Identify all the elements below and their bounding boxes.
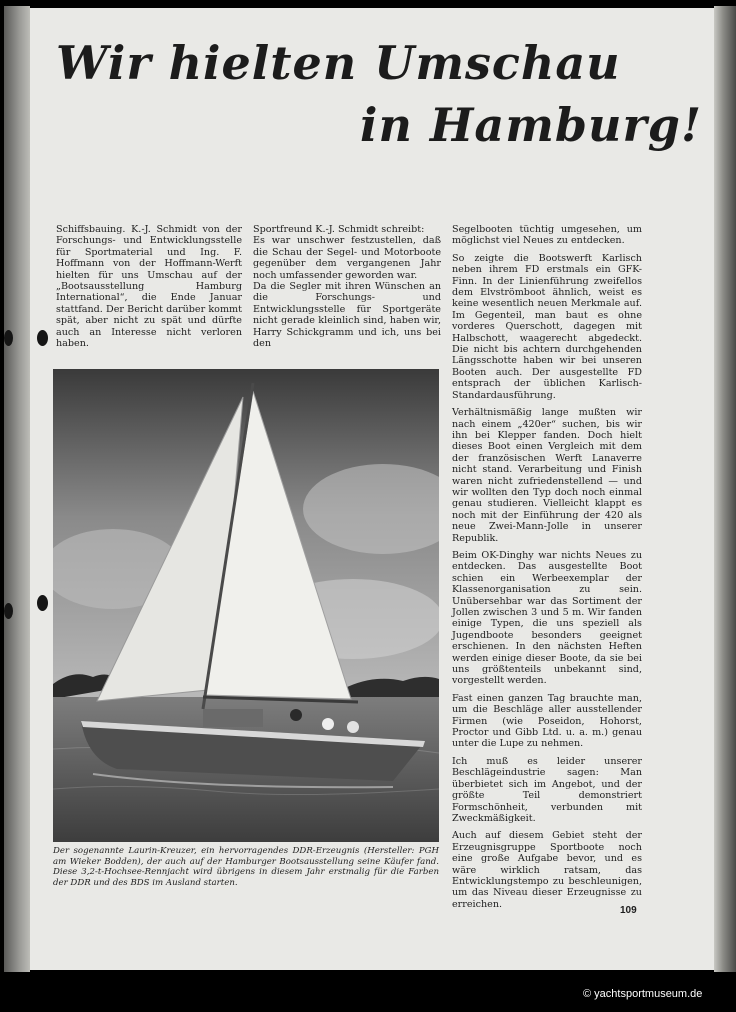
middle-column	[253, 224, 441, 349]
paragraph: Verhältnismäßig lange mußten wir nach einem „420er“ suchen, bis wir ihn bei Klepper fanden. Doch hielt dieses Boot einen Vergleich mit dem der französischen Werft Lanaverre nicht stand. Verarbeitung und Finish waren nicht zufriedenstellend — und wir wollten den Typ doch noch einmal genau studieren. Vielleicht klappt es noch mit der Einführung der 420 als neue Zwei-Mann-Jolle in unserer Republik.	[452, 407, 642, 544]
cabin	[203, 709, 263, 727]
intro-paragraph: Schiffsbauing. K.-J. Schmidt von der Forschungs- und Entwicklungsstelle für Sportmaterial und Ing. F. Hoffmann von der Hoffmann-Werft hielten für uns Umschau auf der „Bootsausstellung Hamburg International“, die Ende Januar stattfand. Der Bericht darüber kommt spät, aber nicht zu spät und dürfte auch an Interesse nicht verloren haben.	[56, 224, 242, 350]
headline-line-2: in Hamburg!	[360, 98, 703, 152]
page-number: 109	[620, 905, 637, 916]
binder-hole	[4, 603, 13, 619]
paragraph: Fast einen ganzen Tag brauchte man, um die Beschläge aller ausstellender Firmen (wie Poseidon, Hohorst, Proctor und Gibb Ltd. u. a. m.) genau unter die Lupe zu nehmen.	[452, 692, 642, 750]
photo-caption: Der sogenannte Laurin-Kreuzer, ein hervorragendes DDR-Erzeugnis (Hersteller: PGH am Wieker Bodden), der auch auf der Hamburger Bootsausstellung seine Käufer fand. Diese 3,2-t-Hochsee-Rennjacht wird übrigens in diesem Jahr erstmalig für die Farben der DDR und des BDS im Ausland starten.	[53, 846, 439, 888]
headline-line-1: Wir hielten Umschau	[56, 36, 621, 90]
crew-figure	[347, 721, 359, 733]
paragraph: Da die Segler mit ihren Wünschen an die Forschungs- und Entwicklungsstelle für Sportgeräte nicht gerade kleinlich sind, haben wir, Harry Schickgramm und ich, uns bei den	[253, 281, 441, 350]
binder-hole	[4, 330, 13, 346]
paragraph: So zeigte die Bootswerft Karlisch neben ihrem FD erstmals ein GFK-Finn. In der Linienführung zweifellos dem Elvströmboot ähnlich, weist es keine wesentlich neuen Merkmale auf. Im Gegenteil, man baut es ohne vorderes Querschott, dagegen mit Halbschott, waagerecht abgedeckt. Die nicht bis achtern durchgehenden Längsschotte haben wir bei unseren Booten auch. Der ausgestellte FD entsprach der üblichen Karlisch-Standardausführung.	[452, 252, 642, 401]
page-edge	[714, 6, 736, 972]
paragraph: Es war unschwer festzustellen, daß die Schau der Segel- und Motorboote gegenüber dem vergangenen Jahr noch umfassender geworden war.	[253, 235, 441, 281]
paragraph: Segelbooten tüchtig umgesehen, um möglichst viel Neues zu entdecken.	[452, 224, 642, 247]
intro-column	[56, 224, 242, 355]
paragraph: Auch auf diesem Gebiet steht der Erzeugnisgruppe Sportboote noch eine große Aufgabe bevor, und es wäre wirklich ratsam, das Entwicklungstempo zu beschleunigen, um das Niveau dieser Erzeugnisse zu erreichen.	[452, 830, 642, 910]
right-column	[452, 224, 642, 916]
paragraph: Ich muß es leider unserer Beschlägeindustrie sagen: Man überbietet sich im Angebot, und der größte Teil demonstriert Formschönheit, verbunden mit Zweckmäßigkeit.	[452, 755, 642, 824]
paragraph: Beim OK-Dinghy war nichts Neues zu entdecken. Das ausgestellte Boot schien ein Werbeexemplar der Klassenorganisation zu sein. Unübersehbar war das Sortiment der Jollen zwischen 3 und 5 m. Wir fanden einige Typen, die uns speziell als Jugendboote besonders geeignet erschienen. In den nächsten Heften werden einige dieser Boote, da sie bei uns größtenteils unbekannt sind, vorgestellt werden.	[452, 549, 642, 687]
book-spine	[4, 6, 30, 972]
sailboat-photo	[53, 369, 439, 842]
watermark-text: © yachtsportmuseum.de	[583, 988, 703, 1000]
paragraph: Sportfreund K.-J. Schmidt schreibt:	[253, 224, 425, 235]
binder-hole	[37, 330, 48, 346]
crew-figure	[290, 709, 302, 721]
binder-hole	[37, 595, 48, 611]
crew-figure	[322, 718, 334, 730]
